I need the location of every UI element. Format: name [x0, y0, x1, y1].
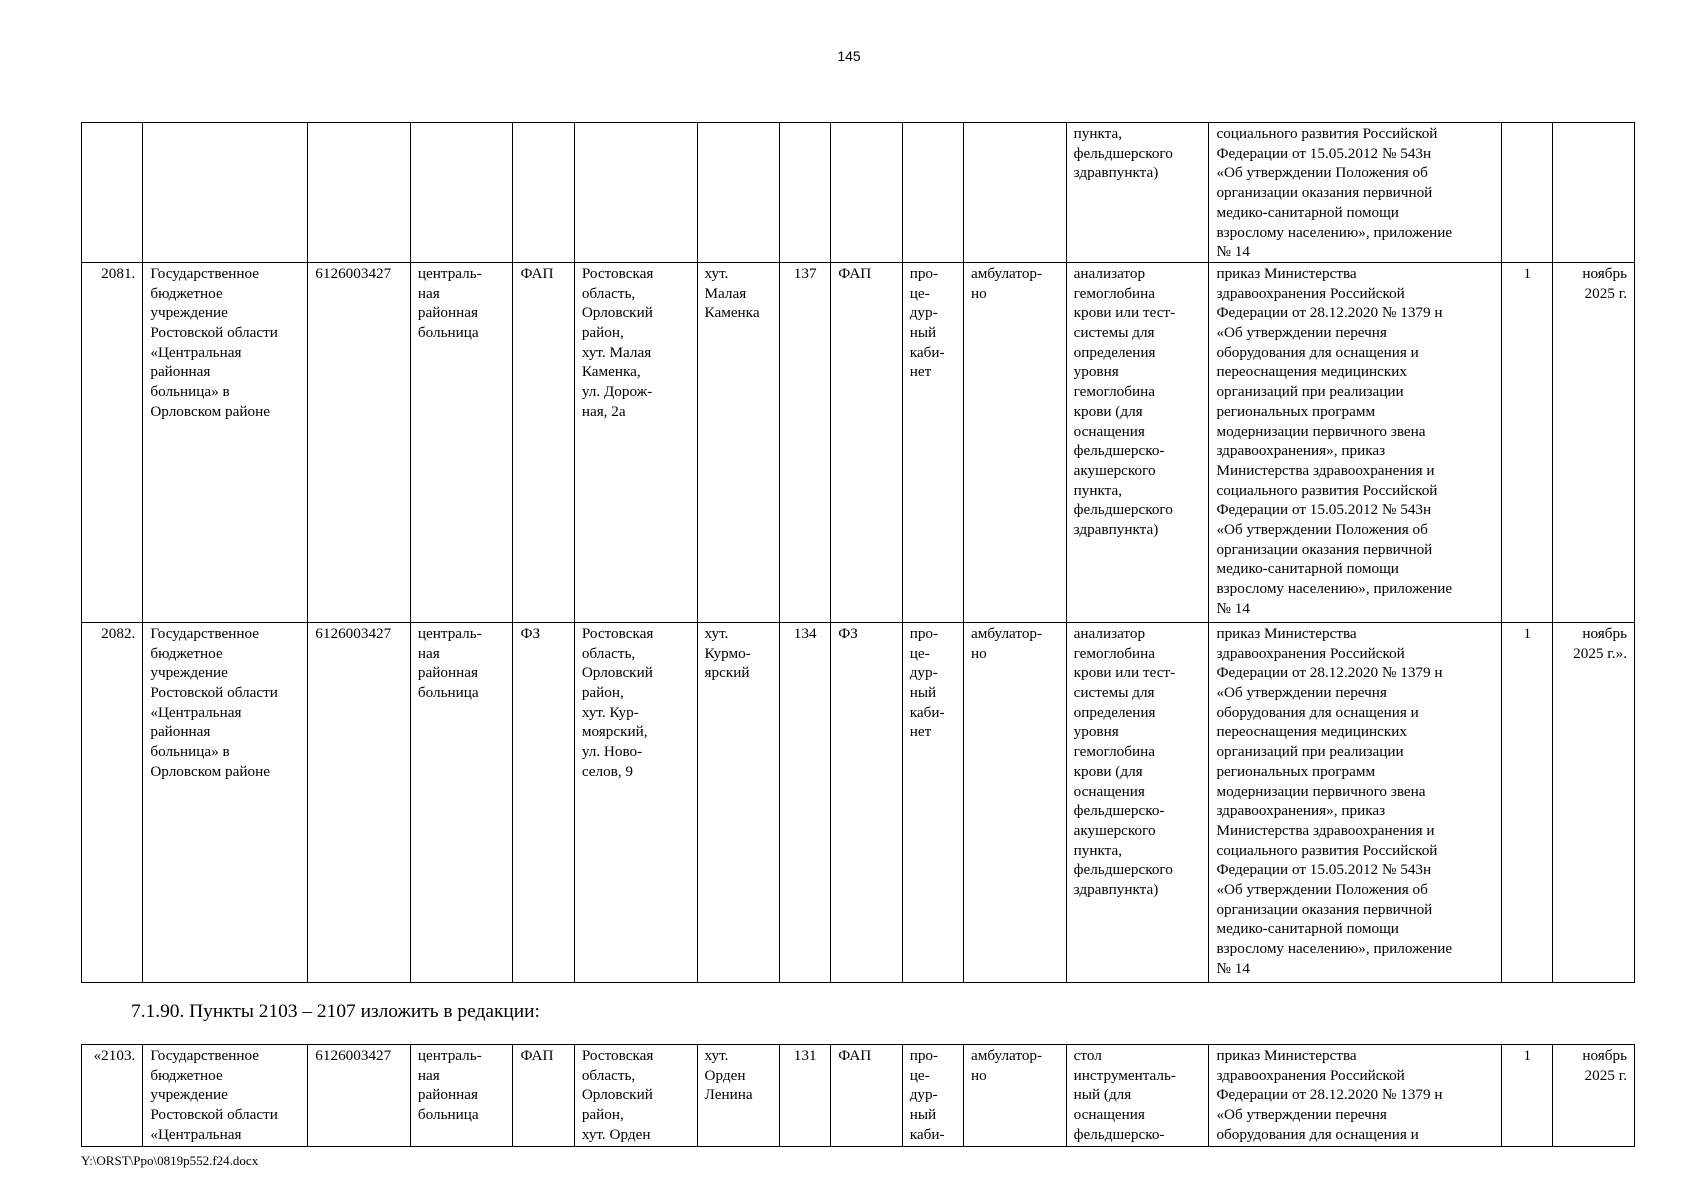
cell-deadline: ноябрь 2025 г.: [1553, 1045, 1635, 1147]
cell-address: [574, 123, 697, 263]
cell-unit-short: [831, 123, 902, 263]
table-row: [82, 1045, 1635, 1147]
cell-address: Ростовская область, Орловский район, хут. Малая Каменка, ул. Дорож- ная, 2а: [574, 262, 697, 622]
cell-legal-basis: социального развития Российской Федерации от 15.05.2012 № 543н «Об утверждении Положения об организации оказания первичной медико-санитарной помощи взрослому населению», приложение № 14: [1209, 123, 1502, 263]
cell-room: про- це- дур- ный каби- нет: [902, 622, 963, 982]
cell-number: 2081.: [82, 262, 143, 622]
cell-unit: ФАП: [513, 1045, 574, 1147]
cell-deadline: ноябрь 2025 г.: [1553, 262, 1635, 622]
cell-equipment: анализатор гемоглобина крови или тест- системы для определения уровня гемоглобина крови (для оснащения фельдшерско- акушерского пункта, фельдшерского здравпункта): [1066, 622, 1209, 982]
equipment-table-continued: [81, 1044, 1635, 1147]
cell-locality: хут. Малая Каменка: [697, 262, 779, 622]
cell-unit-short: ФЗ: [831, 622, 902, 982]
cell-locality: хут. Орден Ленина: [697, 1045, 779, 1147]
cell-code: [780, 123, 831, 263]
cell-room: про- це- дур- ный каби-: [902, 1045, 963, 1147]
cell-unit-short: ФАП: [831, 262, 902, 622]
cell-number: 2082.: [82, 622, 143, 982]
section-heading: 7.1.90. Пункты 2103 – 2107 изложить в редакции:: [131, 1001, 540, 1022]
cell-number: «2103.: [82, 1045, 143, 1147]
cell-organization: Государственное бюджетное учреждение Ростовской области «Центральная районная больница» в Орловском районе: [143, 622, 308, 982]
cell-number: [82, 123, 143, 263]
cell-room: про- це- дур- ный каби- нет: [902, 262, 963, 622]
cell-unit: ФЗ: [513, 622, 574, 982]
cell-org-type: централь- ная районная больница: [410, 1045, 513, 1147]
cell-org-type: [410, 123, 513, 263]
cell-equipment: пункта, фельдшерского здравпункта): [1066, 123, 1209, 263]
cell-quantity: [1502, 123, 1553, 263]
cell-quantity: 1: [1502, 262, 1553, 622]
cell-deadline: ноябрь 2025 г.».: [1553, 622, 1635, 982]
cell-address: Ростовская область, Орловский район, хут. Кур- моярский, ул. Ново- селов, 9: [574, 622, 697, 982]
cell-legal-basis: приказ Министерства здравоохранения Российской Федерации от 28.12.2020 № 1379 н «Об утверждении перечня оборудования для оснащения и переоснащения медицинских организаций при реализации региональных программ модернизации первичного звена здравоохранения», приказ Министерства здравоохранения и социального развития Российской Федерации от 15.05.2012 № 543н «Об утверждении Положения об организации оказания первичной медико-санитарной помощи взрослому населению», приложение № 14: [1209, 622, 1502, 982]
cell-room: [902, 123, 963, 263]
cell-code: 134: [780, 622, 831, 982]
cell-inn: 6126003427: [308, 1045, 411, 1147]
cell-org-type: централь- ная районная больница: [410, 622, 513, 982]
table-row: [82, 262, 1635, 622]
cell-unit-short: ФАП: [831, 1045, 902, 1147]
cell-mode: амбулатор- но: [964, 622, 1067, 982]
cell-mode: амбулатор- но: [964, 262, 1067, 622]
cell-organization: Государственное бюджетное учреждение Ростовской области «Центральная районная больница» в Орловском районе: [143, 262, 308, 622]
cell-unit: [513, 123, 574, 263]
cell-inn: 6126003427: [308, 262, 411, 622]
page-number: 145: [837, 48, 861, 64]
cell-code: 137: [780, 262, 831, 622]
cell-address: Ростовская область, Орловский район, хут. Орден: [574, 1045, 697, 1147]
cell-quantity: 1: [1502, 1045, 1553, 1147]
cell-deadline: [1553, 123, 1635, 263]
cell-unit: ФАП: [513, 262, 574, 622]
cell-mode: амбулатор- но: [964, 1045, 1067, 1147]
cell-organization: [143, 123, 308, 263]
cell-organization: Государственное бюджетное учреждение Ростовской области «Центральная: [143, 1045, 308, 1147]
cell-equipment: стол инструменталь- ный (для оснащения фельдшерско-: [1066, 1045, 1209, 1147]
cell-equipment: анализатор гемоглобина крови или тест- системы для определения уровня гемоглобина крови (для оснащения фельдшерско- акушерского пункта, фельдшерского здравпункта): [1066, 262, 1209, 622]
footer-file-path: Y:\ORST\Ppo\0819p552.f24.docx: [81, 1153, 259, 1168]
cell-legal-basis: приказ Министерства здравоохранения Российской Федерации от 28.12.2020 № 1379 н «Об утверждении перечня оборудования для оснащения и: [1209, 1045, 1502, 1147]
cell-quantity: 1: [1502, 622, 1553, 982]
cell-inn: 6126003427: [308, 622, 411, 982]
table-row-continued: [82, 123, 1635, 263]
cell-locality: хут. Курмо- ярский: [697, 622, 779, 982]
equipment-table: [81, 122, 1635, 983]
cell-locality: [697, 123, 779, 263]
cell-code: 131: [780, 1045, 831, 1147]
cell-mode: [964, 123, 1067, 263]
cell-org-type: централь- ная районная больница: [410, 262, 513, 622]
table-row: [82, 622, 1635, 982]
cell-legal-basis: приказ Министерства здравоохранения Российской Федерации от 28.12.2020 № 1379 н «Об утверждении перечня оборудования для оснащения и переоснащения медицинских организаций при реализации региональных программ модернизации первичного звена здравоохранения», приказ Министерства здравоохранения и социального развития Российской Федерации от 15.05.2012 № 543н «Об утверждении Положения об организации оказания первичной медико-санитарной помощи взрослому населению», приложение № 14: [1209, 262, 1502, 622]
cell-inn: [308, 123, 411, 263]
